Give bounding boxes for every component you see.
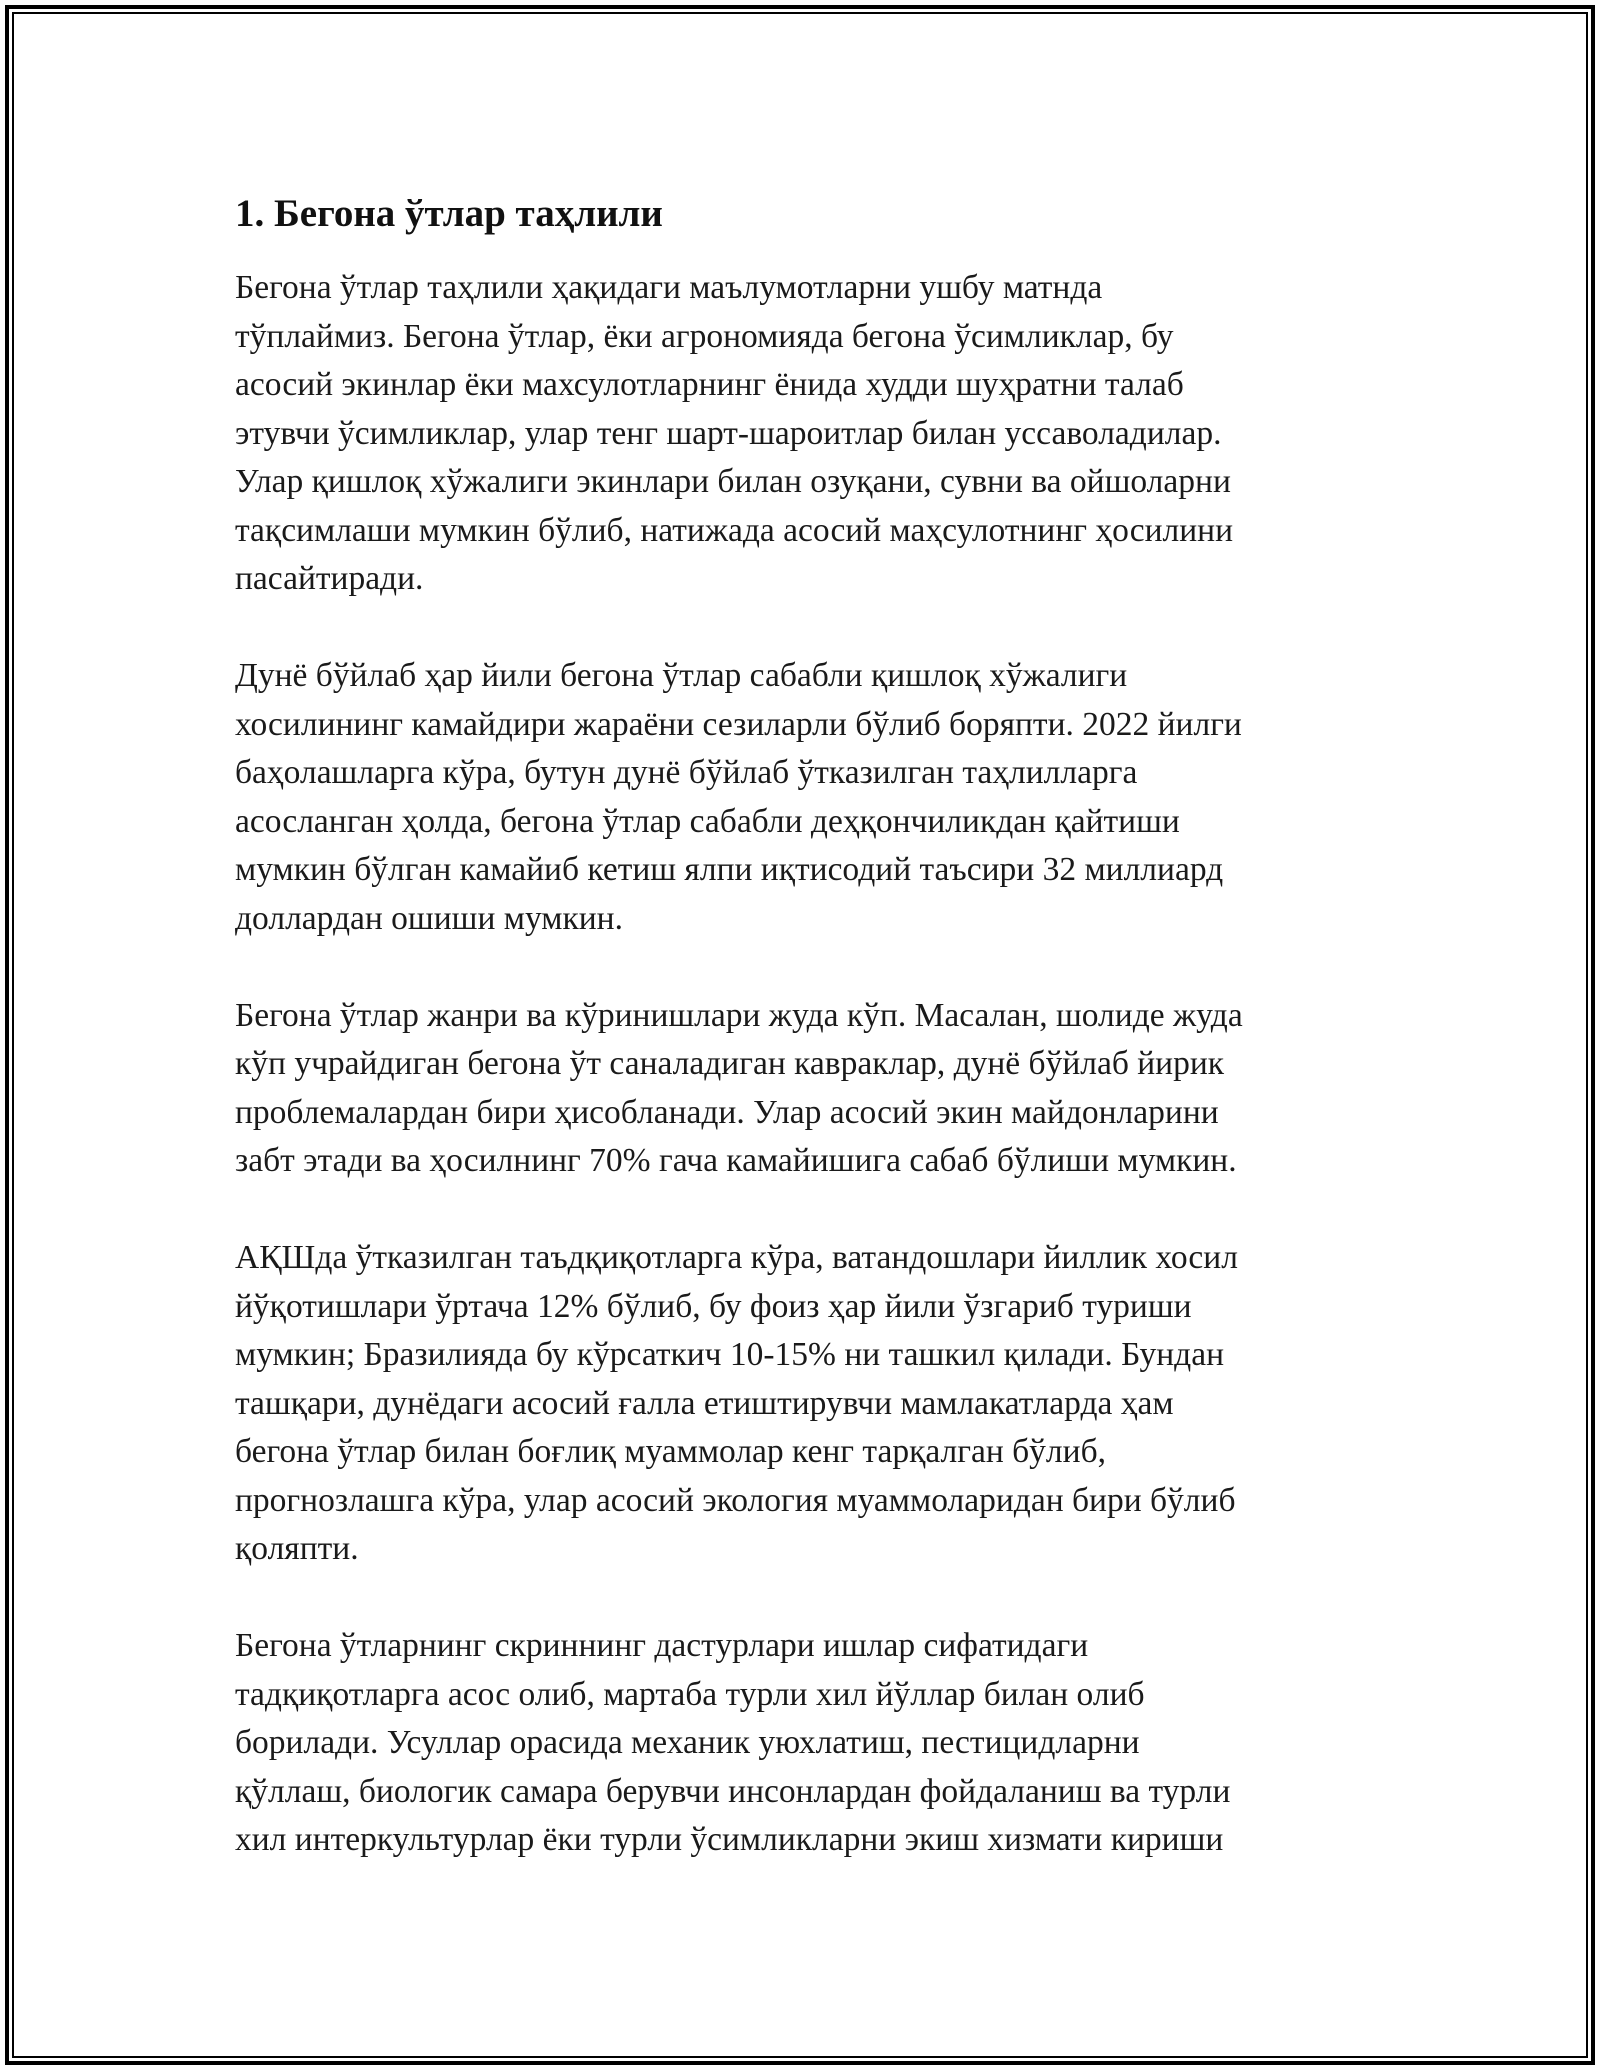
paragraph-1 [235, 264, 1365, 604]
text-line: Дунё бўйлаб ҳар йили бегона ўтлар сабабли қишлоқ хўжалиги [235, 657, 1128, 694]
text-line: Улар қишлоқ хўжалиги экинлари билан озуқани, сувни ва ойшоларни [235, 463, 1231, 500]
text-line: хосилининг камайдири жараёни сезиларли бўлиб боряпти. 2022 йилги [235, 705, 1242, 743]
text-line: мумкин; Бразилияда бу кўрсаткич 10-15% ни ташкил қилади. Бундан [235, 1336, 1225, 1373]
text-line: тақсимлаши мумкин бўлиб, натижада асосий маҳсулотнинг ҳосилини [235, 511, 1234, 549]
text-line: борилади. Усуллар орасида механик уюхлатиш, пестицидларни [235, 1724, 1140, 1761]
text-line: асосланган ҳолда, бегона ўтлар сабабли деҳқончиликдан қайтиши [235, 802, 1180, 840]
text-line: баҳолашларга кўра, бутун дунё бўйлаб ўтказилган таҳлилларга [235, 754, 1138, 791]
text-line: ташқари, дунёдаги асосий ғалла етиштирувчи мамлакатларда ҳам [235, 1384, 1174, 1422]
text-line: йўқотишлари ўртача 12% бўлиб, бу фоиз ҳар йили ўзгариб туриши [235, 1287, 1192, 1325]
text-line: пасайтиради. [235, 560, 424, 597]
text-line: асосий экинлар ёки махсулотларнинг ёнида худди шуҳратни талаб [235, 366, 1184, 403]
text-line: хил интеркультурлар ёки турли ўсимликларни экиш хизмати кириши [235, 1821, 1224, 1858]
text-line: тўплаймиз. Бегона ўтлар, ёки агрономияда бегона ўсимликлар, бу [235, 317, 1174, 355]
paragraph-4 [235, 1234, 1365, 1574]
text-line: қоляпти. [235, 1530, 359, 1567]
text-line: кўп учрайдиган бегона ўт саналадиган кавраклар, дунё бўйлаб йирик [235, 1045, 1225, 1082]
text-line: этувчи ўсимликлар, улар тенг шарт-шароитлар билан уссаволадилар. [235, 414, 1222, 452]
paragraph-5 [235, 1622, 1365, 1865]
text-line: Бегона ўтлар таҳлили ҳақидаги маълумотларни ушбу матнда [235, 269, 1103, 306]
paragraph-3 [235, 992, 1365, 1186]
text-line: забт этади ва ҳосилнинг 70% гача камайишига сабаб бўлиши мумкин. [235, 1142, 1237, 1179]
text-line: тадқиқотларга асос олиб, мартаба турли хил йўллар билан олиб [235, 1675, 1145, 1713]
text-line: бегона ўтлар билан боғлиқ муаммолар кенг тарқалган бўлиб, [235, 1433, 1106, 1470]
text-line: прогнозлашга кўра, улар асосий экология муаммоларидан бири бўлиб [235, 1481, 1236, 1519]
text-line: Бегона ўтлар жанри ва кўринишлари жуда кўп. Масалан, шолиде жуда [235, 996, 1243, 1034]
document-body [235, 186, 1365, 1913]
paragraph-2 [235, 652, 1365, 943]
text-line: Бегона ўтларнинг скриннинг дастурлари ишлар сифатидаги [235, 1627, 1089, 1664]
section-heading: 1. Бегона ўтлар таҳлили [235, 192, 663, 235]
text-line: АҚШда ўтказилган таъдқиқотларга кўра, ватандошлари йиллик хосил [235, 1239, 1238, 1276]
text-line: мумкин бўлган камайиб кетиш ялпи иқтисодий таъсири 32 миллиард [235, 851, 1224, 888]
text-line: доллардан ошиши мумкин. [235, 899, 623, 937]
text-line: проблемалардан бири ҳисобланади. Улар асосий экин майдонларини [235, 1093, 1219, 1131]
text-line: қўллаш, биологик самара берувчи инсонлардан фойдаланиш ва турли [235, 1772, 1231, 1810]
